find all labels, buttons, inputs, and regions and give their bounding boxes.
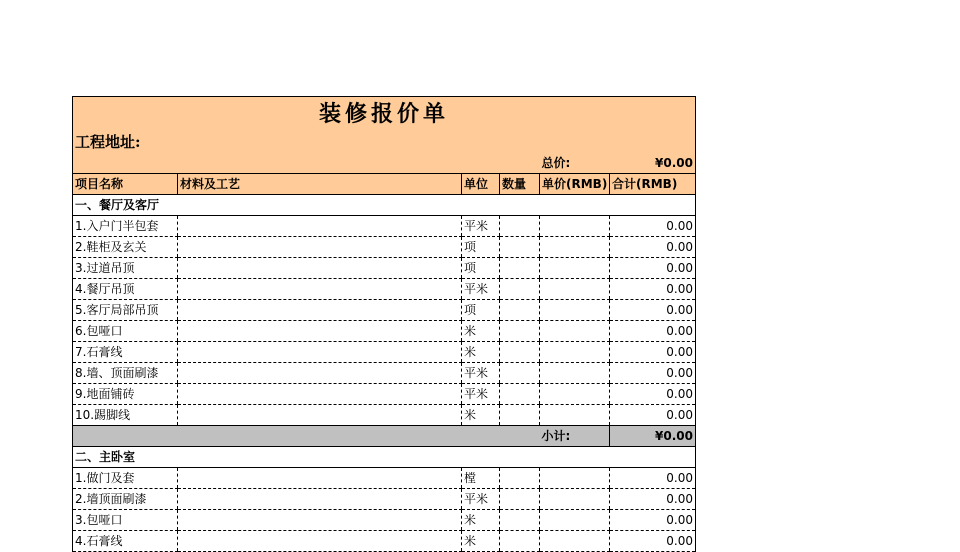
table-row	[73, 363, 696, 384]
item-unit[interactable]: 平米	[462, 384, 500, 405]
cell[interactable]	[500, 300, 540, 321]
cell[interactable]	[540, 216, 610, 237]
item-total[interactable]: 0.00	[610, 258, 696, 279]
cell[interactable]	[540, 363, 610, 384]
section-title[interactable]: 一、餐厅及客厅	[73, 195, 696, 216]
cell[interactable]	[540, 237, 610, 258]
cell[interactable]	[178, 342, 462, 363]
quote-table	[72, 96, 696, 552]
cell[interactable]	[500, 237, 540, 258]
cell[interactable]	[500, 489, 540, 510]
cell[interactable]	[178, 237, 462, 258]
item-name[interactable]: 4.餐厅吊顶	[73, 279, 178, 300]
total-row	[73, 153, 696, 174]
item-unit[interactable]: 米	[462, 510, 500, 531]
table-row	[73, 405, 696, 426]
subtotal-label[interactable]: 小计:	[540, 426, 610, 447]
item-unit[interactable]: 平米	[462, 279, 500, 300]
cell[interactable]	[500, 153, 540, 174]
col-header-price[interactable]: 单价(RMB)	[540, 174, 610, 195]
total-label[interactable]: 总价:	[540, 153, 610, 174]
cell[interactable]	[73, 426, 540, 447]
item-unit[interactable]: 项	[462, 300, 500, 321]
item-name[interactable]: 7.石膏线	[73, 342, 178, 363]
cell[interactable]	[500, 510, 540, 531]
cell[interactable]	[540, 300, 610, 321]
column-header-row	[73, 174, 696, 195]
cell[interactable]	[540, 384, 610, 405]
table-row	[73, 384, 696, 405]
item-name[interactable]: 1.入户门半包套	[73, 216, 178, 237]
item-unit[interactable]: 米	[462, 321, 500, 342]
col-header-total[interactable]: 合计(RMB)	[610, 174, 696, 195]
item-total[interactable]: 0.00	[610, 405, 696, 426]
cell[interactable]	[178, 363, 462, 384]
cell[interactable]	[462, 153, 500, 174]
cell[interactable]	[178, 489, 462, 510]
item-total[interactable]: 0.00	[610, 237, 696, 258]
subtotal-row	[73, 426, 696, 447]
item-name[interactable]: 2.鞋柜及玄关	[73, 237, 178, 258]
cell[interactable]	[540, 279, 610, 300]
item-unit[interactable]: 平米	[462, 489, 500, 510]
table-row	[73, 342, 696, 363]
address-row	[73, 131, 696, 153]
cell[interactable]	[500, 384, 540, 405]
cell[interactable]	[540, 321, 610, 342]
item-total[interactable]: 0.00	[610, 216, 696, 237]
cell[interactable]	[73, 153, 178, 174]
col-header-qty[interactable]: 数量	[500, 174, 540, 195]
item-name[interactable]: 6.包哑口	[73, 321, 178, 342]
cell[interactable]	[178, 321, 462, 342]
item-unit[interactable]: 项	[462, 237, 500, 258]
item-unit[interactable]: 平米	[462, 363, 500, 384]
sheet-title[interactable]: 装修报价单	[73, 97, 696, 132]
table-row	[73, 468, 696, 489]
cell[interactable]	[178, 216, 462, 237]
quote-sheet	[72, 96, 695, 548]
table-row	[73, 279, 696, 300]
cell[interactable]	[178, 279, 462, 300]
item-total[interactable]: 0.00	[610, 468, 696, 489]
item-unit[interactable]: 米	[462, 405, 500, 426]
item-total[interactable]: 0.00	[610, 321, 696, 342]
cell[interactable]	[500, 216, 540, 237]
cell[interactable]	[540, 342, 610, 363]
table-row	[73, 300, 696, 321]
cell[interactable]	[500, 405, 540, 426]
address-label[interactable]: 工程地址:	[73, 131, 696, 153]
total-value[interactable]: ¥0.00	[610, 153, 696, 174]
cell[interactable]	[540, 468, 610, 489]
table-row	[73, 531, 696, 552]
section-row	[73, 447, 696, 468]
item-name[interactable]: 5.客厅局部吊顶	[73, 300, 178, 321]
item-name[interactable]: 2.墙顶面刷漆	[73, 489, 178, 510]
col-header-name[interactable]: 项目名称	[73, 174, 178, 195]
subtotal-value[interactable]: ¥0.00	[610, 426, 696, 447]
table-row	[73, 489, 696, 510]
cell[interactable]	[500, 363, 540, 384]
cell[interactable]	[178, 384, 462, 405]
table-row	[73, 216, 696, 237]
table-row	[73, 258, 696, 279]
col-header-material[interactable]: 材料及工艺	[178, 174, 462, 195]
item-unit[interactable]: 樘	[462, 468, 500, 489]
section-row	[73, 195, 696, 216]
item-unit[interactable]: 项	[462, 258, 500, 279]
cell[interactable]	[178, 300, 462, 321]
item-unit[interactable]: 平米	[462, 216, 500, 237]
cell[interactable]	[178, 531, 462, 552]
item-total[interactable]: 0.00	[610, 531, 696, 552]
cell[interactable]	[540, 405, 610, 426]
cell[interactable]	[178, 153, 462, 174]
item-unit[interactable]: 米	[462, 531, 500, 552]
item-name[interactable]: 3.过道吊顶	[73, 258, 178, 279]
cell[interactable]	[178, 405, 462, 426]
item-name[interactable]: 8.墙、顶面刷漆	[73, 363, 178, 384]
item-name[interactable]: 1.做门及套	[73, 468, 178, 489]
item-name[interactable]: 9.地面铺砖	[73, 384, 178, 405]
cell[interactable]	[500, 258, 540, 279]
item-total[interactable]: 0.00	[610, 489, 696, 510]
item-total[interactable]: 0.00	[610, 384, 696, 405]
cell[interactable]	[500, 531, 540, 552]
item-name[interactable]: 4.石膏线	[73, 531, 178, 552]
item-name[interactable]: 3.包哑口	[73, 510, 178, 531]
item-total[interactable]: 0.00	[610, 279, 696, 300]
cell[interactable]	[500, 321, 540, 342]
item-total[interactable]: 0.00	[610, 342, 696, 363]
cell[interactable]	[540, 258, 610, 279]
cell[interactable]	[540, 531, 610, 552]
item-unit[interactable]: 米	[462, 342, 500, 363]
cell[interactable]	[178, 258, 462, 279]
section-title[interactable]: 二、主卧室	[73, 447, 696, 468]
cell[interactable]	[500, 279, 540, 300]
cell[interactable]	[540, 489, 610, 510]
item-name[interactable]: 10.踢脚线	[73, 405, 178, 426]
item-total[interactable]: 0.00	[610, 300, 696, 321]
cell[interactable]	[178, 510, 462, 531]
cell[interactable]	[178, 468, 462, 489]
table-row	[73, 237, 696, 258]
cell[interactable]	[500, 342, 540, 363]
table-row	[73, 510, 696, 531]
cell[interactable]	[500, 468, 540, 489]
title-row	[73, 97, 696, 132]
table-row	[73, 321, 696, 342]
item-total[interactable]: 0.00	[610, 363, 696, 384]
cell[interactable]	[540, 510, 610, 531]
col-header-unit[interactable]: 单位	[462, 174, 500, 195]
item-total[interactable]: 0.00	[610, 510, 696, 531]
